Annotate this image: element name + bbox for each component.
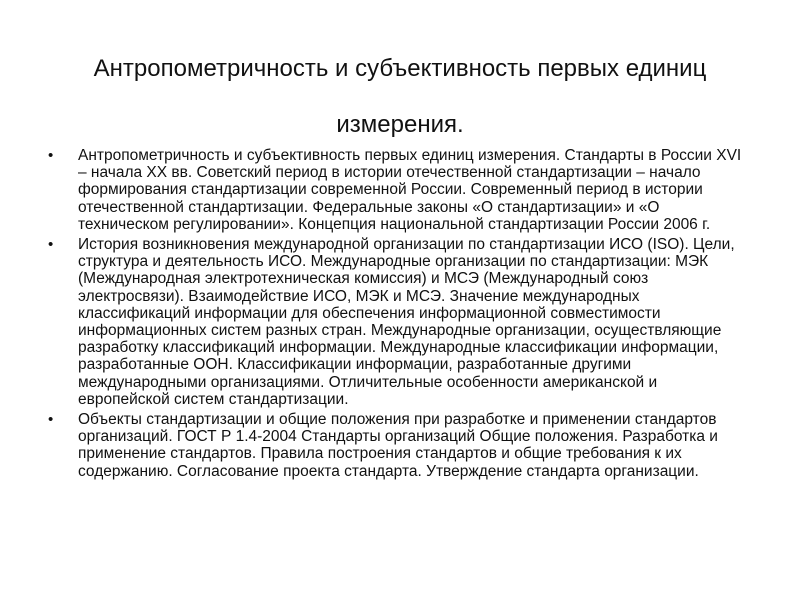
bullet-item [48,147,748,233]
bullet-dot-icon: • [48,147,54,164]
title-line-2: измерения. [336,111,464,139]
bullet-list [48,147,748,483]
bullet-dot-icon: • [48,236,54,254]
slide-title [40,41,760,153]
bullet-item [48,411,748,480]
bullet-text: История возникновения международной организации по стандартизации ИСО (ISO). Цели, структура и деятельность ИСО. Международные организации по стандартизации: МЭК (Международная электротехническая комиссия) и МСЭ (Международный союз электросвязи). Взаимодействие ИСО, МЭК и МСЭ. Значение международных классификаций информации для обеспечения информационной совместимости информационных систем разных стран. Международные организации, осуществляющие разработку классификаций информации. Международные классификации информации, разработанные ООН. Классификации информации, разработанные другими международными организациями. Отличительные особенности американской и европейской систем стандартизации. [78,236,735,408]
bullet-dot-icon: • [48,411,54,429]
bullet-text: Объекты стандартизации и общие положения при разработке и применении стандартов организаций. ГОСТ Р 1.4-2004 Стандарты организаций Общие положения. Разработка и применение стандартов. Правила построения стандартов и общие требования к их содержанию. Согласование проекта стандарта. Утверждение стандарта организации. [78,411,718,480]
title-line-1: Антропометричность и субъективность первых единиц [93,55,707,83]
bullet-item [48,236,748,408]
bullet-text: Антропометричность и субъективность первых единиц измерения. Стандарты в России XVI – начала XX вв. Советский период в истории отечественной стандартизации – начало формирования стандартизации современной России. Современный период в истории отечественной стандартизации. Федеральные законы «О стандартизации» и «О техническом регулировании». Концепция национальной стандартизации России 2006 г. [78,147,742,233]
